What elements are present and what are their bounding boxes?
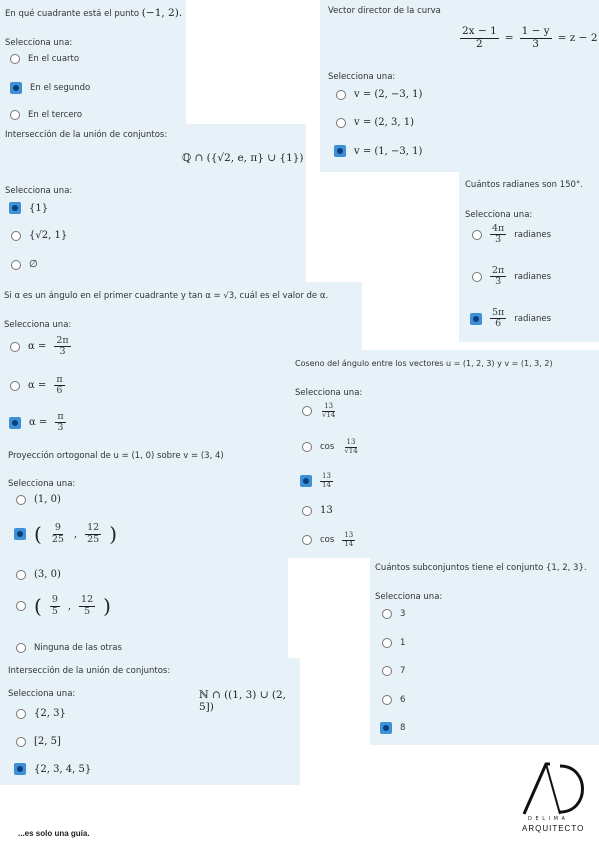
select-one-label: Selecciona una: [328, 72, 396, 82]
radio-button[interactable] [472, 272, 482, 282]
radio-button[interactable] [11, 260, 21, 270]
option-1[interactable]: 1 [382, 638, 405, 648]
option-cos-13-sqrt14[interactable]: cos $\frac{13}{√14}$ [302, 439, 360, 455]
question-text: Intersección de la unión de conjuntos: [8, 666, 171, 676]
question-text: En qué cuadrante está el punto (−1, 2). [5, 7, 183, 19]
radio-button-selected[interactable] [9, 417, 21, 429]
radio-button-selected[interactable] [10, 82, 22, 94]
option-empty-set[interactable]: ∅ [11, 259, 38, 270]
option-6[interactable]: 6 [382, 695, 405, 705]
option-cos-13-14[interactable]: cos $\frac{13}{14}$ [302, 532, 355, 548]
question-card-quadrant [0, 0, 186, 124]
option-1-0[interactable]: (1, 0) [16, 494, 61, 505]
question-text: Coseno del ángulo entre los vectores u = (1, 2, 3) y v = (1, 3, 2) [295, 359, 553, 368]
radio-button[interactable] [16, 570, 26, 580]
question-card-cosine [288, 350, 599, 558]
radio-button-selected[interactable] [380, 722, 392, 734]
curve-equation: $\frac{2x - 1}{2}$ = $\frac{1 - y}{3}$ = z − 2 [462, 25, 598, 50]
radio-button-selected[interactable] [334, 145, 346, 157]
option-v1[interactable]: v = (2, −3, 1) [336, 89, 422, 100]
option-5pi-6[interactable]: $\frac{5\pi}{6}$ radianes [470, 308, 551, 330]
select-one-label: Selecciona una: [8, 479, 76, 489]
option-13[interactable]: 13 [302, 505, 333, 516]
option-cuarto[interactable]: En el cuarto [10, 54, 79, 64]
question-card-direction-vector [320, 0, 599, 172]
radio-button[interactable] [16, 643, 26, 653]
radio-button[interactable] [16, 601, 26, 611]
option-9-25-12-25[interactable]: ( $\frac{9}{25}$ , $\frac{12}{25}$ ) [14, 522, 117, 546]
brand-logo [520, 762, 590, 842]
radio-button[interactable] [10, 110, 20, 120]
select-one-label: Selecciona una: [5, 186, 73, 196]
radio-button-selected[interactable] [14, 528, 26, 540]
logo-subtitle: D E L I M A [528, 816, 566, 822]
radio-button[interactable] [16, 737, 26, 747]
option-set-1[interactable]: {1} [9, 202, 48, 214]
option-2pi-3[interactable]: $\frac{2\pi}{3}$ radianes [472, 266, 551, 288]
option-segundo[interactable]: En el segundo [10, 82, 90, 94]
question-text: Cuántos subconjuntos tiene el conjunto {1, 2, 3}. [375, 563, 587, 573]
question-card-set-intersection [0, 124, 306, 282]
option-2-3[interactable]: {2, 3} [16, 708, 66, 719]
option-tercero[interactable]: En el tercero [10, 110, 82, 120]
option-13-14[interactable]: $\frac{13}{14}$ [300, 473, 333, 489]
radio-button[interactable] [302, 442, 312, 452]
radio-button[interactable] [10, 342, 20, 352]
radio-button[interactable] [10, 54, 20, 64]
option-4pi-3[interactable]: $\frac{4\pi}{3}$ radianes [472, 224, 551, 246]
radio-button[interactable] [10, 381, 20, 391]
question-text: Proyección ortogonal de u = (1, 0) sobre v = (3, 4) [8, 451, 224, 461]
radio-button[interactable] [382, 695, 392, 705]
option-3[interactable]: 3 [382, 609, 405, 619]
radio-button-selected[interactable] [9, 202, 21, 214]
radio-button[interactable] [336, 118, 346, 128]
radio-button[interactable] [382, 666, 392, 676]
question-card-radians [459, 172, 599, 342]
logo-wordmark: ARQUITECTO [522, 824, 585, 833]
option-interval-2-5[interactable]: [2, 5] [16, 736, 61, 747]
question-text: Intersección de la unión de conjuntos: [5, 130, 168, 140]
radio-button-selected[interactable] [300, 475, 312, 487]
set-expression: ℕ ∩ ((1, 3) ∪ (2, 5]) [199, 689, 286, 713]
select-one-label: Selecciona una: [8, 689, 76, 699]
radio-button-selected[interactable] [470, 313, 482, 325]
option-alpha-2pi-3[interactable]: α = $\frac{2\pi}{3}$ [10, 336, 71, 358]
option-13-sqrt14[interactable]: $\frac{13}{√14}$ [302, 403, 337, 419]
question-text: Cuántos radianes son 150°. [465, 180, 583, 190]
radio-button[interactable] [302, 406, 312, 416]
set-expression: ℚ ∩ ({√2, e, π} ∪ {1}) [182, 152, 304, 164]
option-3-0[interactable]: (3, 0) [16, 569, 61, 580]
question-card-subsets [370, 558, 599, 745]
radio-button[interactable] [382, 609, 392, 619]
radio-button[interactable] [16, 709, 26, 719]
option-v3[interactable]: v = (1, −3, 1) [334, 145, 422, 157]
radio-button-selected[interactable] [14, 763, 26, 775]
select-one-label: Selecciona una: [4, 320, 72, 330]
option-v2[interactable]: v = (2, 3, 1) [336, 117, 414, 128]
select-one-label: Selecciona una: [5, 38, 73, 48]
radio-button[interactable] [336, 90, 346, 100]
option-7[interactable]: 7 [382, 666, 405, 676]
option-none[interactable]: Ninguna de las otras [16, 643, 122, 653]
option-8[interactable]: 8 [380, 722, 405, 734]
question-card-natural-intersection [0, 658, 300, 785]
option-2-3-4-5[interactable]: {2, 3, 4, 5} [14, 763, 91, 775]
radio-button[interactable] [382, 638, 392, 648]
question-text: Vector director de la curva [328, 6, 441, 16]
question-card-projection [0, 442, 288, 658]
logo-ad-mark [520, 762, 590, 816]
radio-button[interactable] [302, 535, 312, 545]
option-9-5-12-5[interactable]: ( $\frac{9}{5}$ , $\frac{12}{5}$ ) [16, 594, 111, 618]
footer-note: ...es solo una guía. [18, 829, 90, 838]
option-alpha-pi-3[interactable]: α = $\frac{\pi}{3}$ [9, 412, 66, 434]
question-text: Si α es un ángulo en el primer cuadrante y tan α = √3, cuál es el valor de α. [4, 291, 329, 301]
select-one-label: Selecciona una: [295, 388, 363, 398]
radio-button[interactable] [11, 231, 21, 241]
select-one-label: Selecciona una: [375, 592, 443, 602]
option-alpha-pi-6[interactable]: α = $\frac{\pi}{6}$ [10, 375, 65, 397]
option-set-sqrt2-1[interactable]: {√2, 1} [11, 230, 67, 241]
radio-button[interactable] [16, 495, 26, 505]
select-one-label: Selecciona una: [465, 210, 533, 220]
radio-button[interactable] [472, 230, 482, 240]
radio-button[interactable] [302, 506, 312, 516]
